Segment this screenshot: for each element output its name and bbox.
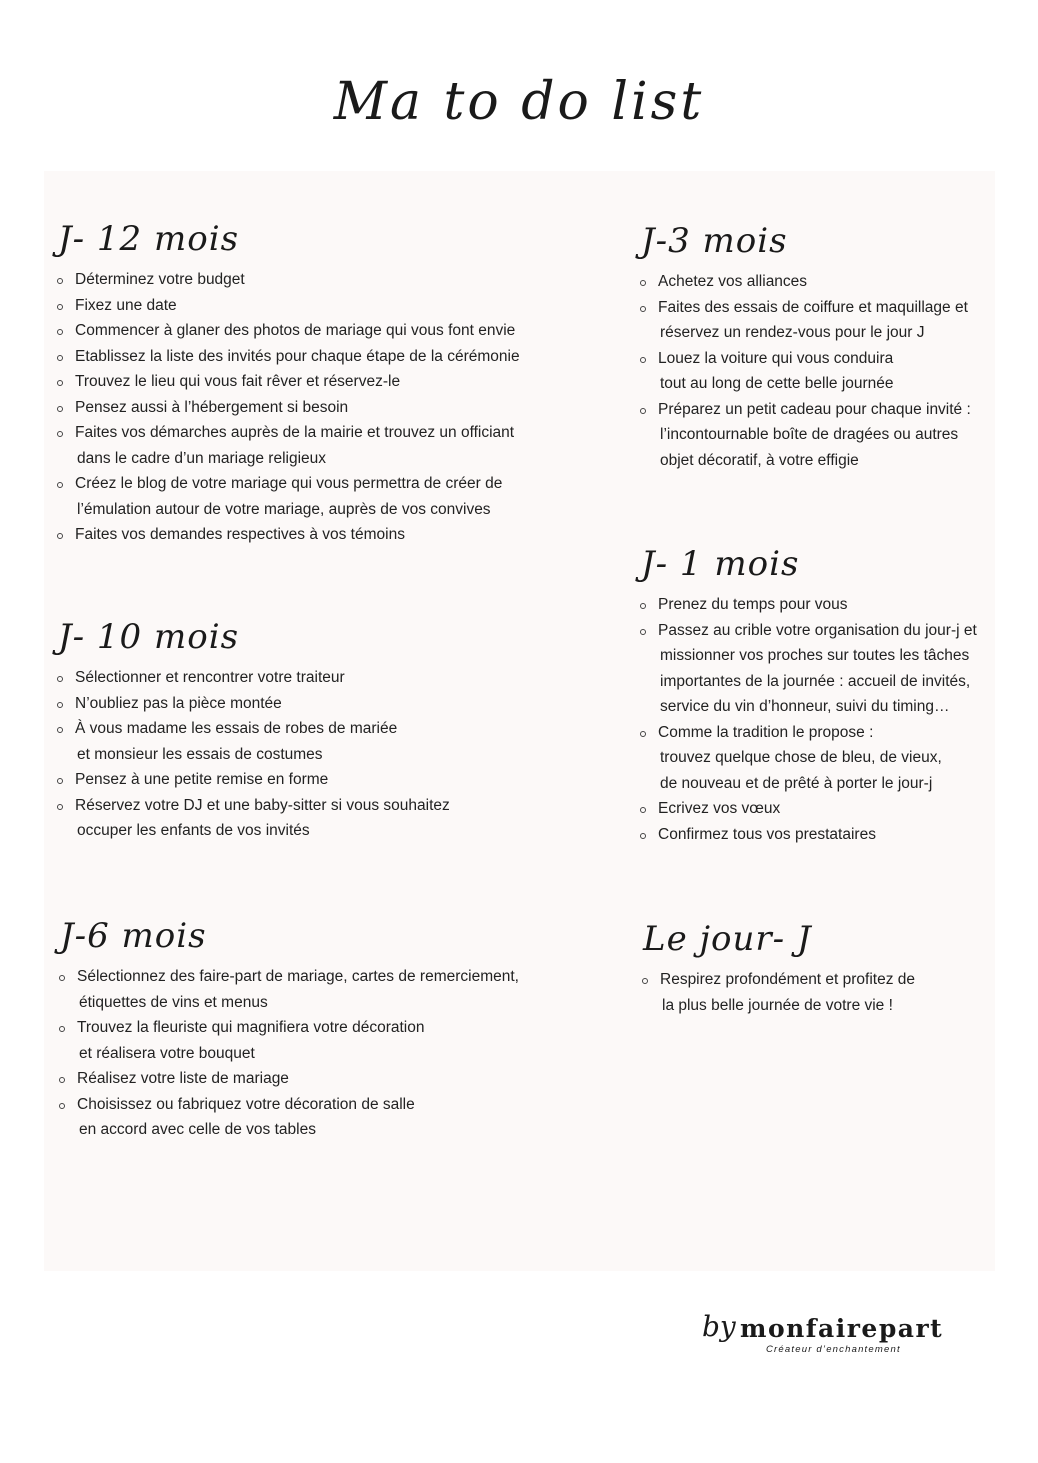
brand-logo xyxy=(700,1306,944,1366)
task-line: Confirmez tous vos prestataires xyxy=(658,825,876,843)
task-line: Ecrivez vos vœux xyxy=(658,800,781,817)
task-line: Trouvez le lieu qui vous fait rêver et réservez-le xyxy=(75,373,401,390)
task-item xyxy=(56,471,520,522)
task-item xyxy=(56,793,450,844)
task-line: dans le cadre d’un mariage religieux xyxy=(77,449,327,467)
section-le-jour-j xyxy=(641,917,915,1018)
task-item xyxy=(639,269,971,295)
task-line: Choisissez ou fabriquez votre décoration de salle xyxy=(77,1095,415,1113)
task-line: Faites vos demandes respectives à vos témoins xyxy=(75,526,405,543)
task-item xyxy=(56,665,450,691)
task-item xyxy=(58,1092,519,1143)
task-line: Fixez une date xyxy=(75,296,177,314)
task-item xyxy=(56,691,450,717)
task-line: Commencer à glaner des photos de mariage qui vous font envie xyxy=(75,322,516,339)
task-line: Sélectionnez des faire-part de mariage, cartes de remerciement, xyxy=(77,968,519,985)
section-heading: J- 10 mois xyxy=(58,617,240,657)
task-item xyxy=(641,967,915,1018)
task-line: service du vin d’honneur, suivi du timing… xyxy=(660,698,950,715)
task-line: l’émulation autour de votre mariage, auprès de vos convives xyxy=(77,500,491,518)
brand-tagline: Créateur d’enchantement xyxy=(766,1344,901,1355)
section-heading: J- 1 mois xyxy=(641,544,800,584)
task-list xyxy=(56,665,450,844)
task-line: Réalisez votre liste de mariage xyxy=(77,1070,289,1087)
task-item xyxy=(56,420,520,471)
task-line: Sélectionner et rencontrer votre traiteur xyxy=(75,669,345,686)
task-line: importantes de la journée : accueil de invités, xyxy=(660,672,971,690)
section-j-12-mois xyxy=(56,217,520,548)
task-line: de nouveau et de prêté à porter le jour-j xyxy=(660,774,933,792)
task-line: Trouvez la fleuriste qui magnifiera votre décoration xyxy=(77,1019,425,1036)
task-list xyxy=(641,967,915,1018)
brand-name: monfairepart xyxy=(740,1314,944,1343)
section-heading: Le jour- J xyxy=(643,919,812,959)
page-title: Ma to do list xyxy=(333,72,705,132)
task-line: en accord avec celle de vos tables xyxy=(79,1121,316,1138)
task-list xyxy=(58,964,519,1143)
task-line: la plus belle journée de votre vie ! xyxy=(662,996,893,1014)
task-item xyxy=(56,344,520,370)
task-line: Prenez du temps pour vous xyxy=(658,596,848,613)
task-item xyxy=(56,293,520,319)
task-line: trouvez quelque chose de bleu, de vieux, xyxy=(660,749,942,766)
task-line: Préparez un petit cadeau pour chaque invité : xyxy=(658,400,971,418)
task-item xyxy=(56,369,520,395)
task-line: missionner vos proches sur toutes les tâches xyxy=(660,647,970,664)
task-item xyxy=(56,716,450,767)
task-line: À vous madame les essais de robes de mariée xyxy=(75,720,398,737)
task-line: et réalisera votre bouquet xyxy=(79,1044,255,1062)
section-j-10-mois xyxy=(56,615,450,844)
task-item xyxy=(639,592,977,618)
task-line: Réservez votre DJ et une baby-sitter si vous souhaitez xyxy=(75,796,450,814)
task-item xyxy=(56,522,520,548)
task-item xyxy=(56,767,450,793)
task-line: Passez au crible votre organisation du jour-j et xyxy=(658,621,977,639)
section-heading: J-3 mois xyxy=(641,221,788,261)
task-line: Créez le blog de votre mariage qui vous permettra de créer de xyxy=(75,475,503,492)
task-item xyxy=(639,397,971,474)
task-line: Comme la tradition le propose : xyxy=(658,723,874,741)
task-line: étiquettes de vins et menus xyxy=(79,993,268,1011)
task-line: N’oubliez pas la pièce montée xyxy=(75,694,282,712)
task-line: Faites des essais de coiffure et maquillage et xyxy=(658,298,968,316)
task-item xyxy=(639,720,977,797)
task-line: Achetez vos alliances xyxy=(658,273,808,290)
task-item xyxy=(639,295,971,346)
task-line: Respirez profondément et profitez de xyxy=(660,971,916,988)
task-line: Pensez à une petite remise en forme xyxy=(75,771,329,788)
task-list xyxy=(639,269,971,473)
task-list xyxy=(56,267,520,548)
section-heading: J- 12 mois xyxy=(58,219,240,259)
section-j-1-mois xyxy=(639,542,977,847)
section-j-3-mois xyxy=(639,219,971,473)
task-item xyxy=(58,1066,519,1092)
task-line: tout au long de cette belle journée xyxy=(660,375,894,392)
task-item xyxy=(56,267,520,293)
task-line: l’incontournable boîte de dragées ou autres xyxy=(660,426,959,443)
section-heading: J-6 mois xyxy=(60,916,207,956)
task-line: réservez un rendez-vous pour le jour J xyxy=(660,324,925,341)
task-line: Déterminez votre budget xyxy=(75,271,245,288)
brand-by: by xyxy=(702,1310,736,1343)
task-line: Pensez aussi à l’hébergement si besoin xyxy=(75,398,349,416)
task-item xyxy=(639,618,977,720)
task-item xyxy=(56,318,520,344)
task-line: objet décoratif, à votre effigie xyxy=(660,451,859,469)
task-item xyxy=(639,346,971,397)
section-j-6-mois xyxy=(58,914,519,1143)
task-line: Faites vos démarches auprès de la mairie et trouvez un officiant xyxy=(75,424,515,441)
task-line: Louez la voiture qui vous conduira xyxy=(658,349,894,367)
task-item xyxy=(58,964,519,1015)
task-item xyxy=(58,1015,519,1066)
task-item xyxy=(639,822,977,848)
task-item xyxy=(56,395,520,421)
task-line: Etablissez la liste des invités pour chaque étape de la cérémonie xyxy=(75,347,520,365)
task-list xyxy=(639,592,977,847)
task-line: et monsieur les essais de costumes xyxy=(77,745,323,763)
task-item xyxy=(639,796,977,822)
task-line: occuper les enfants de vos invités xyxy=(77,822,310,839)
